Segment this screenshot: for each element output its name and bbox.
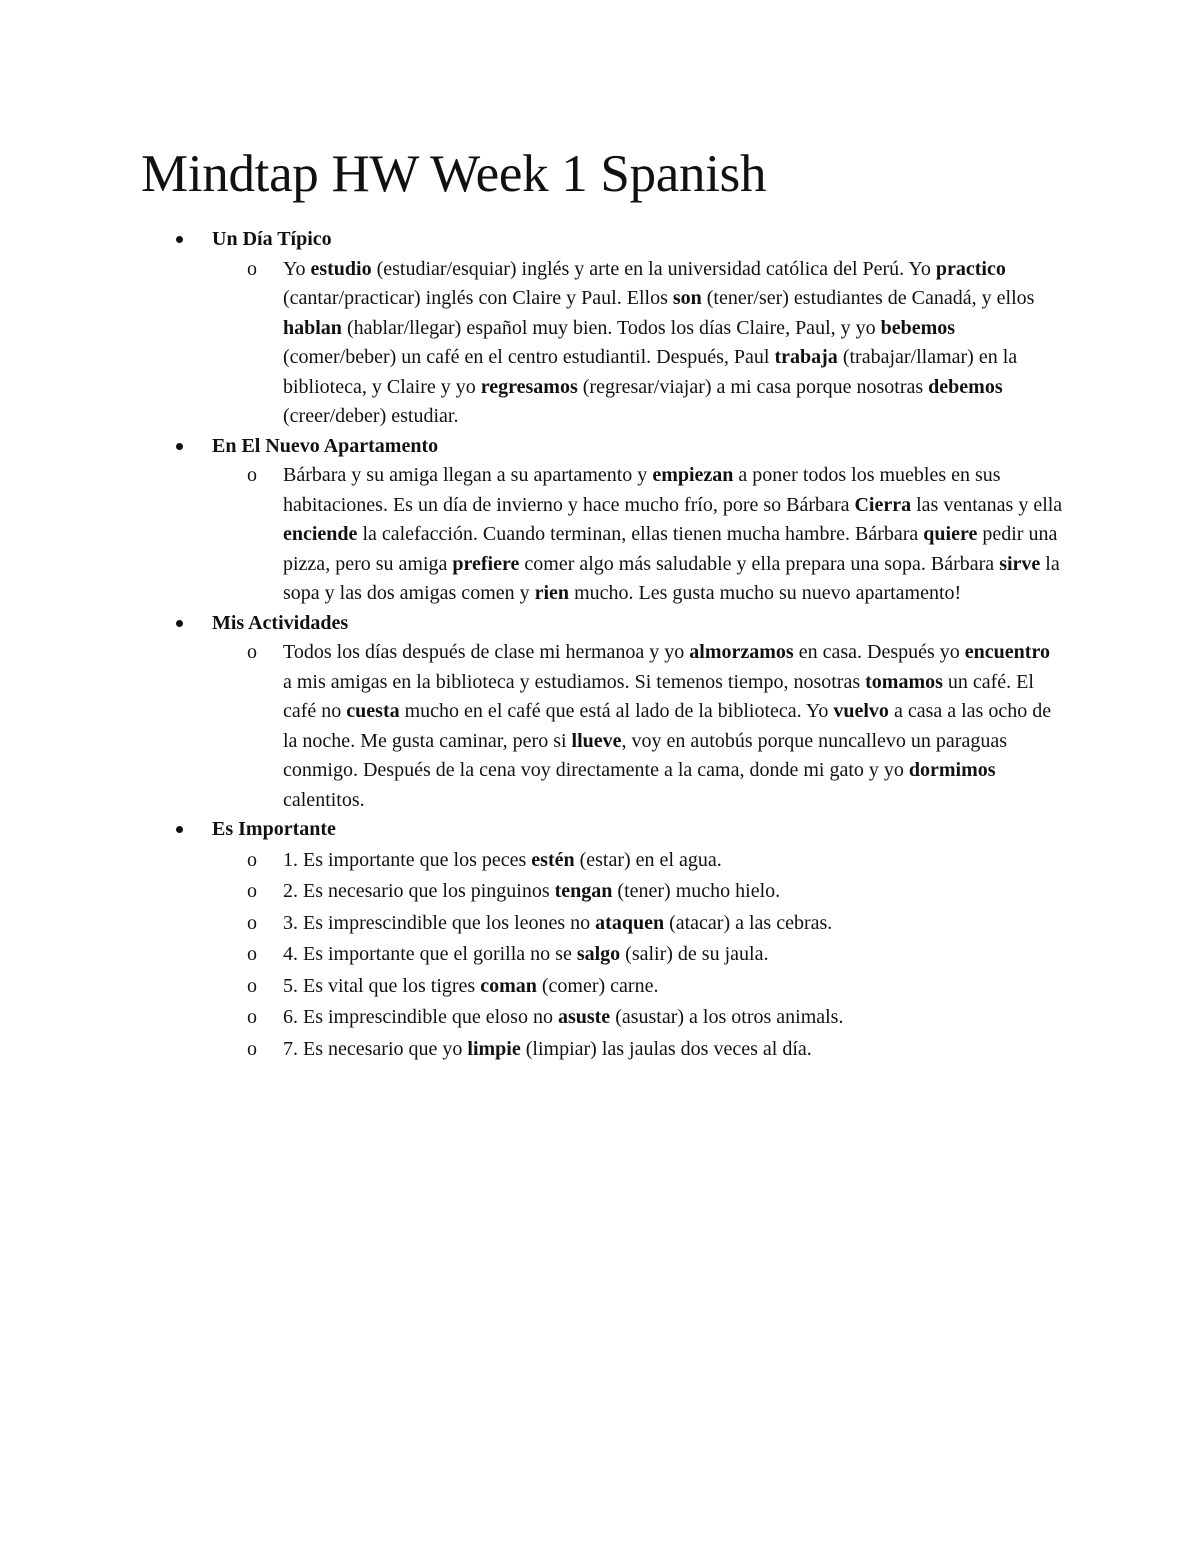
- page-title: Mindtap HW Week 1 Spanish: [141, 145, 767, 203]
- text-segment: (cantar/practicar) inglés con Claire y Paul. Ellos: [283, 287, 673, 309]
- circle-bullet-icon: o: [247, 880, 257, 903]
- circle-bullet-icon: o: [247, 911, 257, 934]
- answer-word: enciende: [283, 523, 358, 545]
- text-segment: (asustar) a los otros animals.: [610, 1006, 844, 1029]
- answer-word: tomamos: [865, 670, 943, 693]
- answer-word: sirve: [999, 552, 1041, 575]
- text-segment: (estar) en el agua.: [574, 848, 722, 871]
- text-segment: la calefacción. Cuando terminan, ellas tienen mucha hambre. Bárbara: [357, 523, 924, 545]
- answer-word: almorzamos: [689, 641, 794, 663]
- answer-word: vuelvo: [833, 700, 889, 722]
- text-segment: las ventanas y ella: [911, 493, 1063, 516]
- sub-list: [0, 461, 1200, 609]
- text-segment: 6. Es imprescindible que eloso no: [283, 1006, 558, 1029]
- list-item: [0, 876, 1200, 908]
- section-heading: [0, 815, 1200, 845]
- section-heading: [0, 432, 1200, 462]
- list-item: [0, 971, 1200, 1003]
- text-segment: un café. El café no: [283, 670, 1034, 722]
- answer-word: rien: [534, 582, 570, 604]
- answer-word: trabaja: [774, 346, 838, 368]
- sub-list: [0, 638, 1200, 815]
- text-segment: comer algo más saludable y ella prepara una sopa. Bárbara: [519, 552, 1000, 575]
- text-segment: en casa. Después yo: [793, 641, 965, 663]
- text-segment: (trabajar/llamar) en la biblioteca, y Claire y yo: [283, 346, 1018, 398]
- answer-word: salgo: [576, 943, 621, 966]
- circle-bullet-icon: o: [247, 943, 257, 966]
- answer-word: practico: [935, 257, 1006, 280]
- answer-word: tengan: [554, 880, 613, 903]
- answer-word: asuste: [557, 1006, 611, 1029]
- text-segment: mucho en el café que está al lado de la biblioteca. Yo: [399, 700, 834, 722]
- text-segment: mucho. Les gusta mucho su nuevo apartamento!: [569, 582, 962, 604]
- section: [0, 432, 1200, 609]
- section: [0, 225, 1200, 432]
- section-heading-text: Un Día Típico: [212, 228, 332, 250]
- text-segment: pedir una pizza, pero su amiga: [283, 523, 1058, 575]
- text-segment: a casa a las ocho de la noche. Me gusta caminar, pero si: [283, 700, 1052, 752]
- answer-word: cuesta: [346, 700, 400, 722]
- circle-bullet-icon: o: [247, 1038, 257, 1061]
- answer-word: son: [672, 287, 702, 309]
- answer-word: debemos: [928, 375, 1003, 398]
- section-heading-text: Es Importante: [212, 818, 336, 840]
- answer-word: regresamos: [480, 375, 578, 398]
- circle-bullet-icon: o: [247, 1006, 257, 1029]
- text-segment: (regresar/viajar) a mi casa porque nosotras: [577, 375, 929, 398]
- circle-bullet-icon: o: [247, 848, 257, 871]
- answer-word: encuentro: [964, 641, 1050, 663]
- bullet-dot-icon: [176, 236, 183, 243]
- circle-bullet-icon: o: [247, 257, 257, 280]
- text-segment: Bárbara y su amiga llegan a su apartamento y: [283, 464, 653, 486]
- text-segment: 4. Es importante que el gorilla no se: [283, 943, 577, 966]
- text-segment: (comer/beber) un café en el centro estudiantil. Después, Paul: [283, 346, 775, 368]
- section-heading-text: En El Nuevo Apartamento: [212, 434, 439, 457]
- circle-bullet-icon: o: [247, 974, 257, 997]
- section-heading: [0, 609, 1200, 639]
- circle-bullet-icon: o: [247, 641, 257, 663]
- answer-word: llueve: [571, 729, 622, 752]
- text-segment: a mis amigas en la biblioteca y estudiamos. Si temenos tiempo, nosotras: [283, 670, 866, 693]
- list-item: [0, 1034, 1200, 1066]
- bullet-dot-icon: [176, 826, 183, 833]
- text-segment: (creer/deber) estudiar.: [283, 405, 459, 427]
- answer-word: empiezan: [652, 464, 734, 486]
- text-segment: Todos los días después de clase mi hermanoa y yo: [283, 641, 690, 663]
- text-segment: (atacar) a las cebras.: [664, 911, 833, 934]
- list-item: [0, 1002, 1200, 1034]
- text-segment: (salir) de su jaula.: [620, 943, 769, 966]
- section: [0, 815, 1200, 1066]
- text-segment: 1. Es importante que los peces: [283, 848, 532, 871]
- answer-word: estén: [531, 848, 575, 871]
- answer-word: prefiere: [452, 552, 520, 575]
- section-list: [0, 225, 1200, 1066]
- answer-word: quiere: [923, 523, 978, 545]
- list-item: [0, 908, 1200, 940]
- answer-word: bebemos: [880, 316, 956, 339]
- text-segment: (estudiar/esquiar) inglés y arte en la universidad católica del Perú. Yo: [371, 257, 936, 280]
- text-segment: 3. Es imprescindible que los leones no: [283, 911, 596, 934]
- text-segment: (tener/ser) estudiantes de Canadá, y ellos: [701, 287, 1035, 309]
- text-segment: calentitos.: [283, 788, 365, 811]
- list-item: [0, 461, 1063, 609]
- sub-list: [0, 845, 1200, 1066]
- text-segment: Yo: [283, 257, 311, 280]
- answer-word: estudio: [310, 257, 372, 280]
- circle-bullet-icon: o: [247, 464, 257, 486]
- answer-word: limpie: [467, 1038, 521, 1061]
- section-heading-text: Mis Actividades: [212, 611, 349, 634]
- sub-list: [0, 255, 1200, 432]
- text-segment: 5. Es vital que los tigres: [283, 974, 481, 997]
- text-segment: (hablar/llegar) español muy bien. Todos los días Claire, Paul, y yo: [341, 316, 881, 339]
- list-item: [0, 255, 1063, 432]
- text-segment: la sopa y las dos amigas comen y: [283, 552, 1060, 604]
- list-item: [0, 638, 1063, 815]
- section-heading: [0, 225, 1200, 255]
- text-segment: a poner todos los muebles en sus habitaciones. Es un día de invierno y hace mucho frío, pore so Bárbara: [283, 464, 1001, 516]
- text-segment: (comer) carne.: [536, 974, 659, 997]
- bullet-dot-icon: [176, 443, 183, 450]
- text-segment: (limpiar) las jaulas dos veces al día.: [520, 1038, 812, 1061]
- answer-word: ataquen: [595, 911, 665, 934]
- answer-word: hablan: [283, 316, 342, 339]
- answer-word: dormimos: [908, 759, 996, 781]
- text-segment: (tener) mucho hielo.: [612, 880, 781, 903]
- list-item: [0, 939, 1200, 971]
- section: [0, 609, 1200, 816]
- text-segment: 7. Es necesario que yo: [283, 1038, 468, 1061]
- bullet-dot-icon: [176, 620, 183, 627]
- answer-word: coman: [480, 974, 537, 997]
- text-segment: , voy en autobús porque nuncallevo un paraguas conmigo. Después de la cena voy directamente a la cama, donde mi gato y yo: [283, 729, 1007, 781]
- answer-word: Cierra: [854, 493, 912, 516]
- list-item: [0, 845, 1200, 877]
- text-segment: 2. Es necesario que los pinguinos: [283, 880, 555, 903]
